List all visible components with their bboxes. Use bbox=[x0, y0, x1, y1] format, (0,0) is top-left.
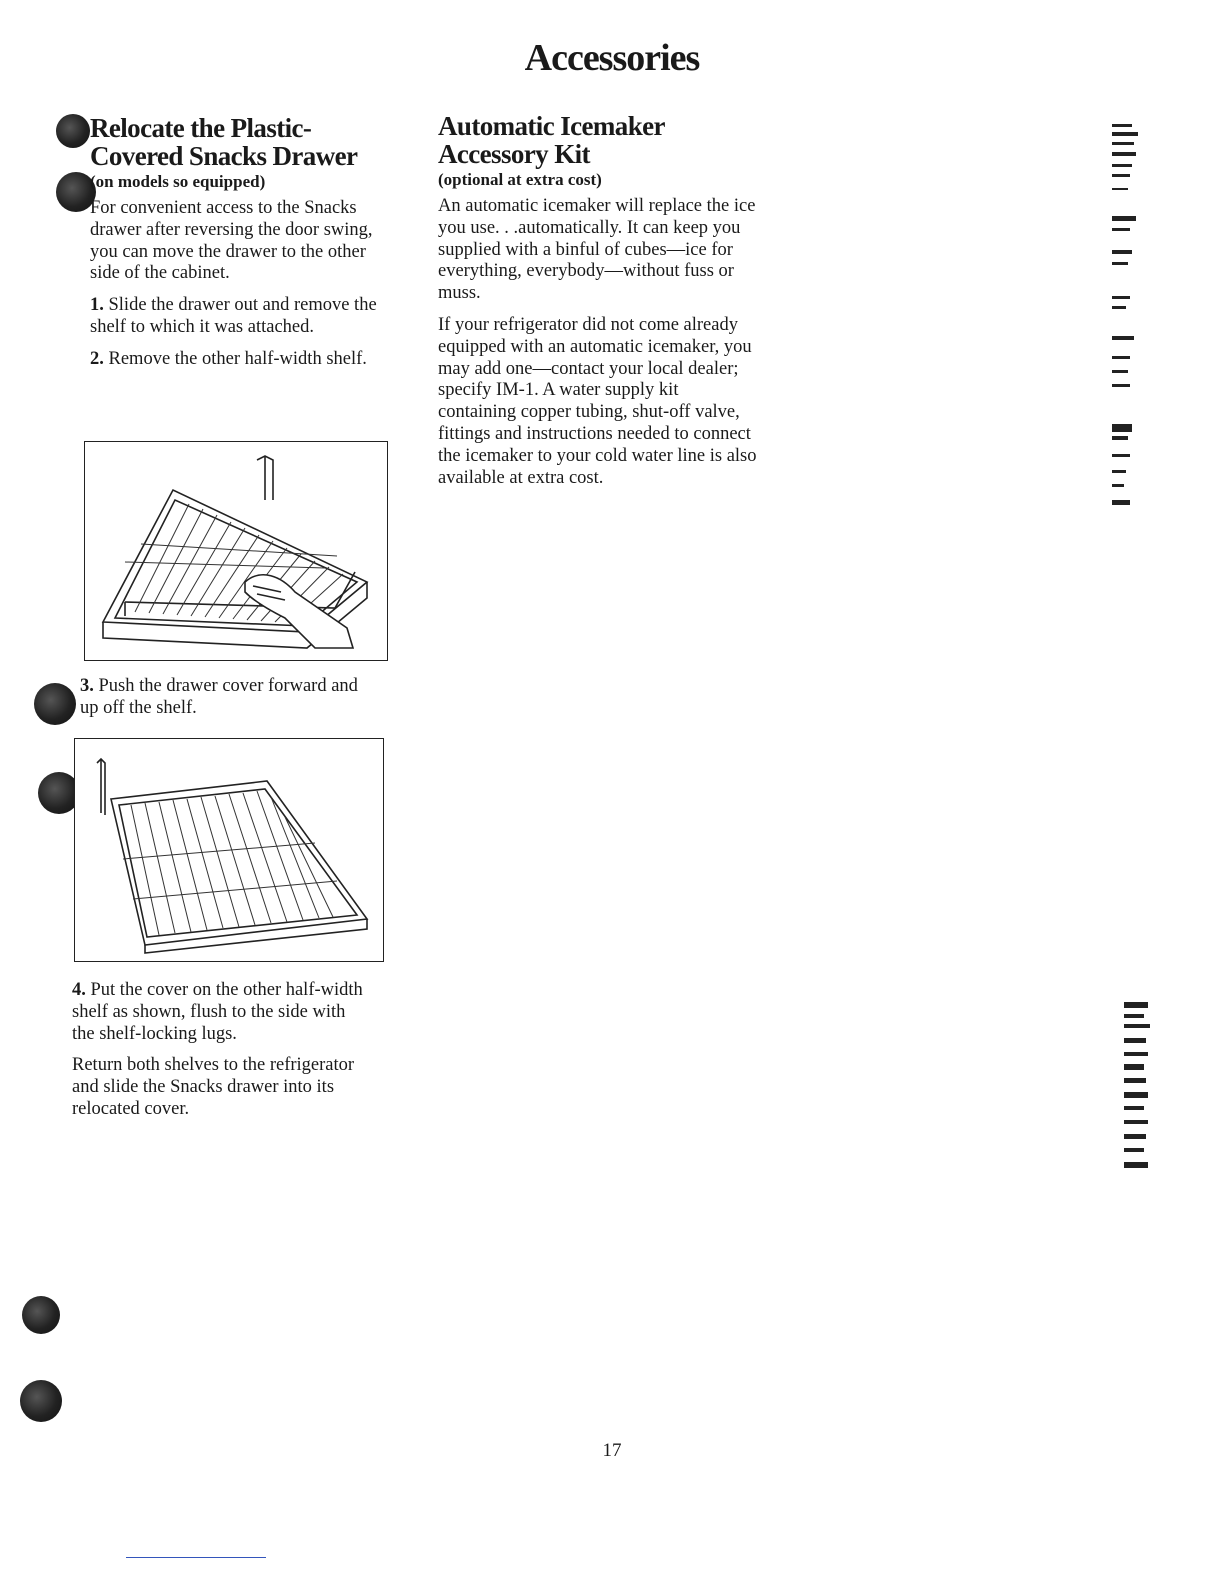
step-3: 3. Push the drawer cover forward and up off the shelf. bbox=[80, 676, 358, 718]
section-icemaker-kit bbox=[438, 112, 758, 499]
section-heading: Automatic Icemaker Accessory Kit bbox=[438, 111, 665, 169]
edge-marks-lower bbox=[1124, 998, 1164, 1182]
shelf-cover-illustration bbox=[75, 739, 383, 961]
drawer-removal-illustration bbox=[85, 442, 387, 660]
icemaker-paragraph-1: An automatic icemaker will replace the ice you use. . .automatically. It can keep you supplied with a binful of cubes—ice for everything, everybody—without fuss or muss. bbox=[438, 196, 756, 304]
step-3-block bbox=[80, 676, 380, 730]
step-4: 4. Put the cover on the other half-width shelf as shown, flush to the side with the shelf-locking lugs. bbox=[72, 980, 363, 1044]
section-note: (on models so equipped) bbox=[90, 172, 266, 191]
bottom-rule bbox=[126, 1557, 266, 1558]
step-4-block bbox=[72, 980, 372, 1131]
page-title: Accessories bbox=[524, 37, 700, 79]
page-number: 17 bbox=[602, 1440, 622, 1461]
punch-hole-icon bbox=[20, 1380, 62, 1422]
section-snacks-drawer bbox=[90, 114, 390, 381]
edge-marks-upper bbox=[1112, 124, 1152, 516]
intro-paragraph: For convenient access to the Snacks drawer after reversing the door swing, you can move the drawer to the other side of the cabinet. bbox=[90, 198, 373, 284]
step-1: 1. Slide the drawer out and remove the shelf to which it was attached. bbox=[90, 295, 377, 337]
punch-hole-icon bbox=[56, 114, 90, 148]
step-2: 2. Remove the other half-width shelf. bbox=[90, 348, 367, 369]
scan-marks-icon bbox=[1124, 998, 1164, 1182]
punch-hole-icon bbox=[22, 1296, 60, 1334]
figure-drawer-removal bbox=[84, 441, 388, 661]
scan-marks-icon bbox=[1112, 124, 1152, 516]
figure-shelf-cover bbox=[74, 738, 384, 962]
closing-paragraph: Return both shelves to the refrigerator and slide the Snacks drawer into its relocated cover. bbox=[72, 1055, 355, 1119]
section-note: (optional at extra cost) bbox=[438, 170, 602, 189]
icemaker-paragraph-2: If your refrigerator did not come already equipped with an automatic icemaker, you may add one—contact your local dealer; specify IM-1. A water supply kit containing copper tubing, shut-off valve, fittings and instructions needed to connect the icemaker to your cold water line is also available at extra cost. bbox=[438, 314, 757, 488]
punch-hole-icon bbox=[34, 683, 76, 725]
section-heading: Relocate the Plastic- Covered Snacks Drawer bbox=[90, 113, 358, 171]
